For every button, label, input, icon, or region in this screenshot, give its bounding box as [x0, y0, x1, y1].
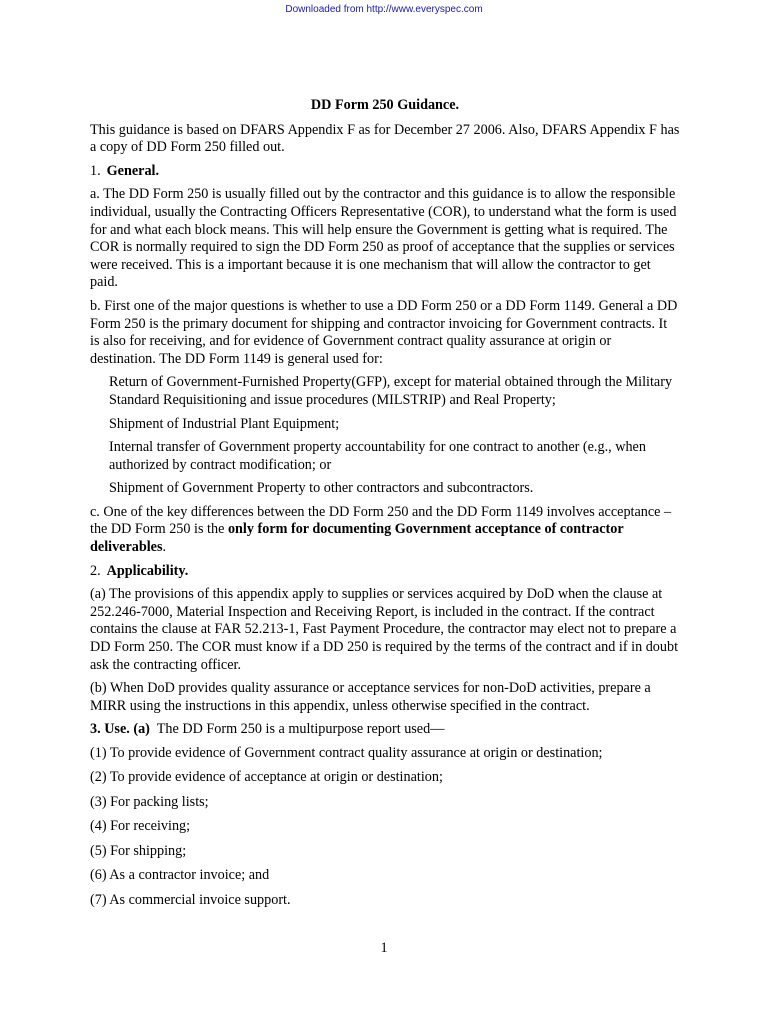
- section-2-number: 2.: [90, 562, 101, 579]
- section-3-heading: [90, 721, 680, 739]
- section-1-paragraph-b: b. First one of the major questions is whether to use a DD Form 250 or a DD Form 1149. General a DD Form 250 is the primary document for shipping and contractor invoicing for Government contracts. It is also for receiving, and for evidence of Government contract quality assurance at origin or destination. The DD Form 1149 is general used for:: [90, 297, 678, 367]
- form-1149-use-item: Shipment of Industrial Plant Equipment;: [109, 415, 340, 432]
- document-body: [90, 97, 680, 916]
- use-list-item: (4) For receiving;: [90, 818, 191, 835]
- use-list-item: (7) As commercial invoice support.: [90, 891, 291, 908]
- section-1-title: General.: [106, 162, 160, 179]
- section-2-paragraph-a: (a) The provisions of this appendix apply to supplies or services acquired by DoD when the clause at 252.246-7000, Material Inspection and Receiving Report, is included in the contract. If the contract contains the clause at FAR 52.213-1, Fast Payment Procedure, the contractor may elect not to prepare a DD Form 250. The COR must know if a DD 250 is required by the terms of the contract and if in doubt ask the contracting officer.: [90, 586, 679, 673]
- section-2-heading: [90, 563, 680, 581]
- intro-paragraph: This guidance is based on DFARS Appendix F as for December 27 2006. Also, DFARS Appendix F has a copy of DD Form 250 filled out.: [90, 121, 680, 156]
- use-list-item: (5) For shipping;: [90, 842, 187, 859]
- use-list-item: (1) To provide evidence of Government contract quality assurance at origin or destination;: [90, 745, 603, 761]
- section-3-title: 3. Use. (a): [90, 721, 150, 738]
- paragraph-c-emphasis: only form for documenting Government acceptance of contractor deliverables: [90, 521, 624, 556]
- document-title: DD Form 250 Guidance.: [310, 97, 460, 113]
- section-3-intro: The DD Form 250 is a multipurpose report used—: [156, 721, 445, 738]
- use-list-item: (2) To provide evidence of acceptance at origin or destination;: [90, 769, 443, 786]
- form-1149-use-item: Return of Government-Furnished Property(GFP), except for material obtained through the Military Standard Requisitioning and issue procedures (MILSTRIP) and Real Property;: [109, 374, 673, 408]
- section-2-title: Applicability.: [106, 562, 189, 579]
- section-2-paragraph-b: (b) When DoD provides quality assurance or acceptance services for non-DoD activities, prepare a MIRR using the instructions in this appendix, unless otherwise specified in the contract.: [90, 680, 651, 714]
- section-1-paragraph-c: [90, 504, 680, 557]
- use-list-item: (3) For packing lists;: [90, 793, 209, 810]
- form-1149-use-item: Shipment of Government Property to other contractors and subcontractors.: [109, 480, 534, 497]
- section-1-paragraph-a: a. The DD Form 250 is usually filled out by the contractor and this guidance is to allow the responsible individual, usually the Contracting Officers Representative (COR), to understand what the form is used for and what each block means. This will help ensure the Government is getting what is required. The COR is normally required to sign the DD Form 250 as proof of acceptance that the supplies or services were received. This is a important because it is one mechanism that will allow the contractor to get paid.: [90, 186, 677, 291]
- page-number: 1: [380, 940, 388, 956]
- header-download-link[interactable]: Downloaded from http://www.everyspec.com: [285, 4, 483, 15]
- use-list-item: (6) As a contractor invoice; and: [90, 867, 270, 884]
- paragraph-c-end: .: [162, 539, 167, 556]
- section-1-heading: [90, 163, 680, 181]
- form-1149-use-item: Internal transfer of Government property accountability for one contract to another (e.g., when authorized by contract modification; or: [109, 439, 646, 473]
- section-1-number: 1.: [90, 162, 101, 179]
- paragraph-c-text: c. One of the key differences between the DD Form 250 and the DD Form 1149 involves acceptance – the DD Form 250 is the: [90, 503, 672, 538]
